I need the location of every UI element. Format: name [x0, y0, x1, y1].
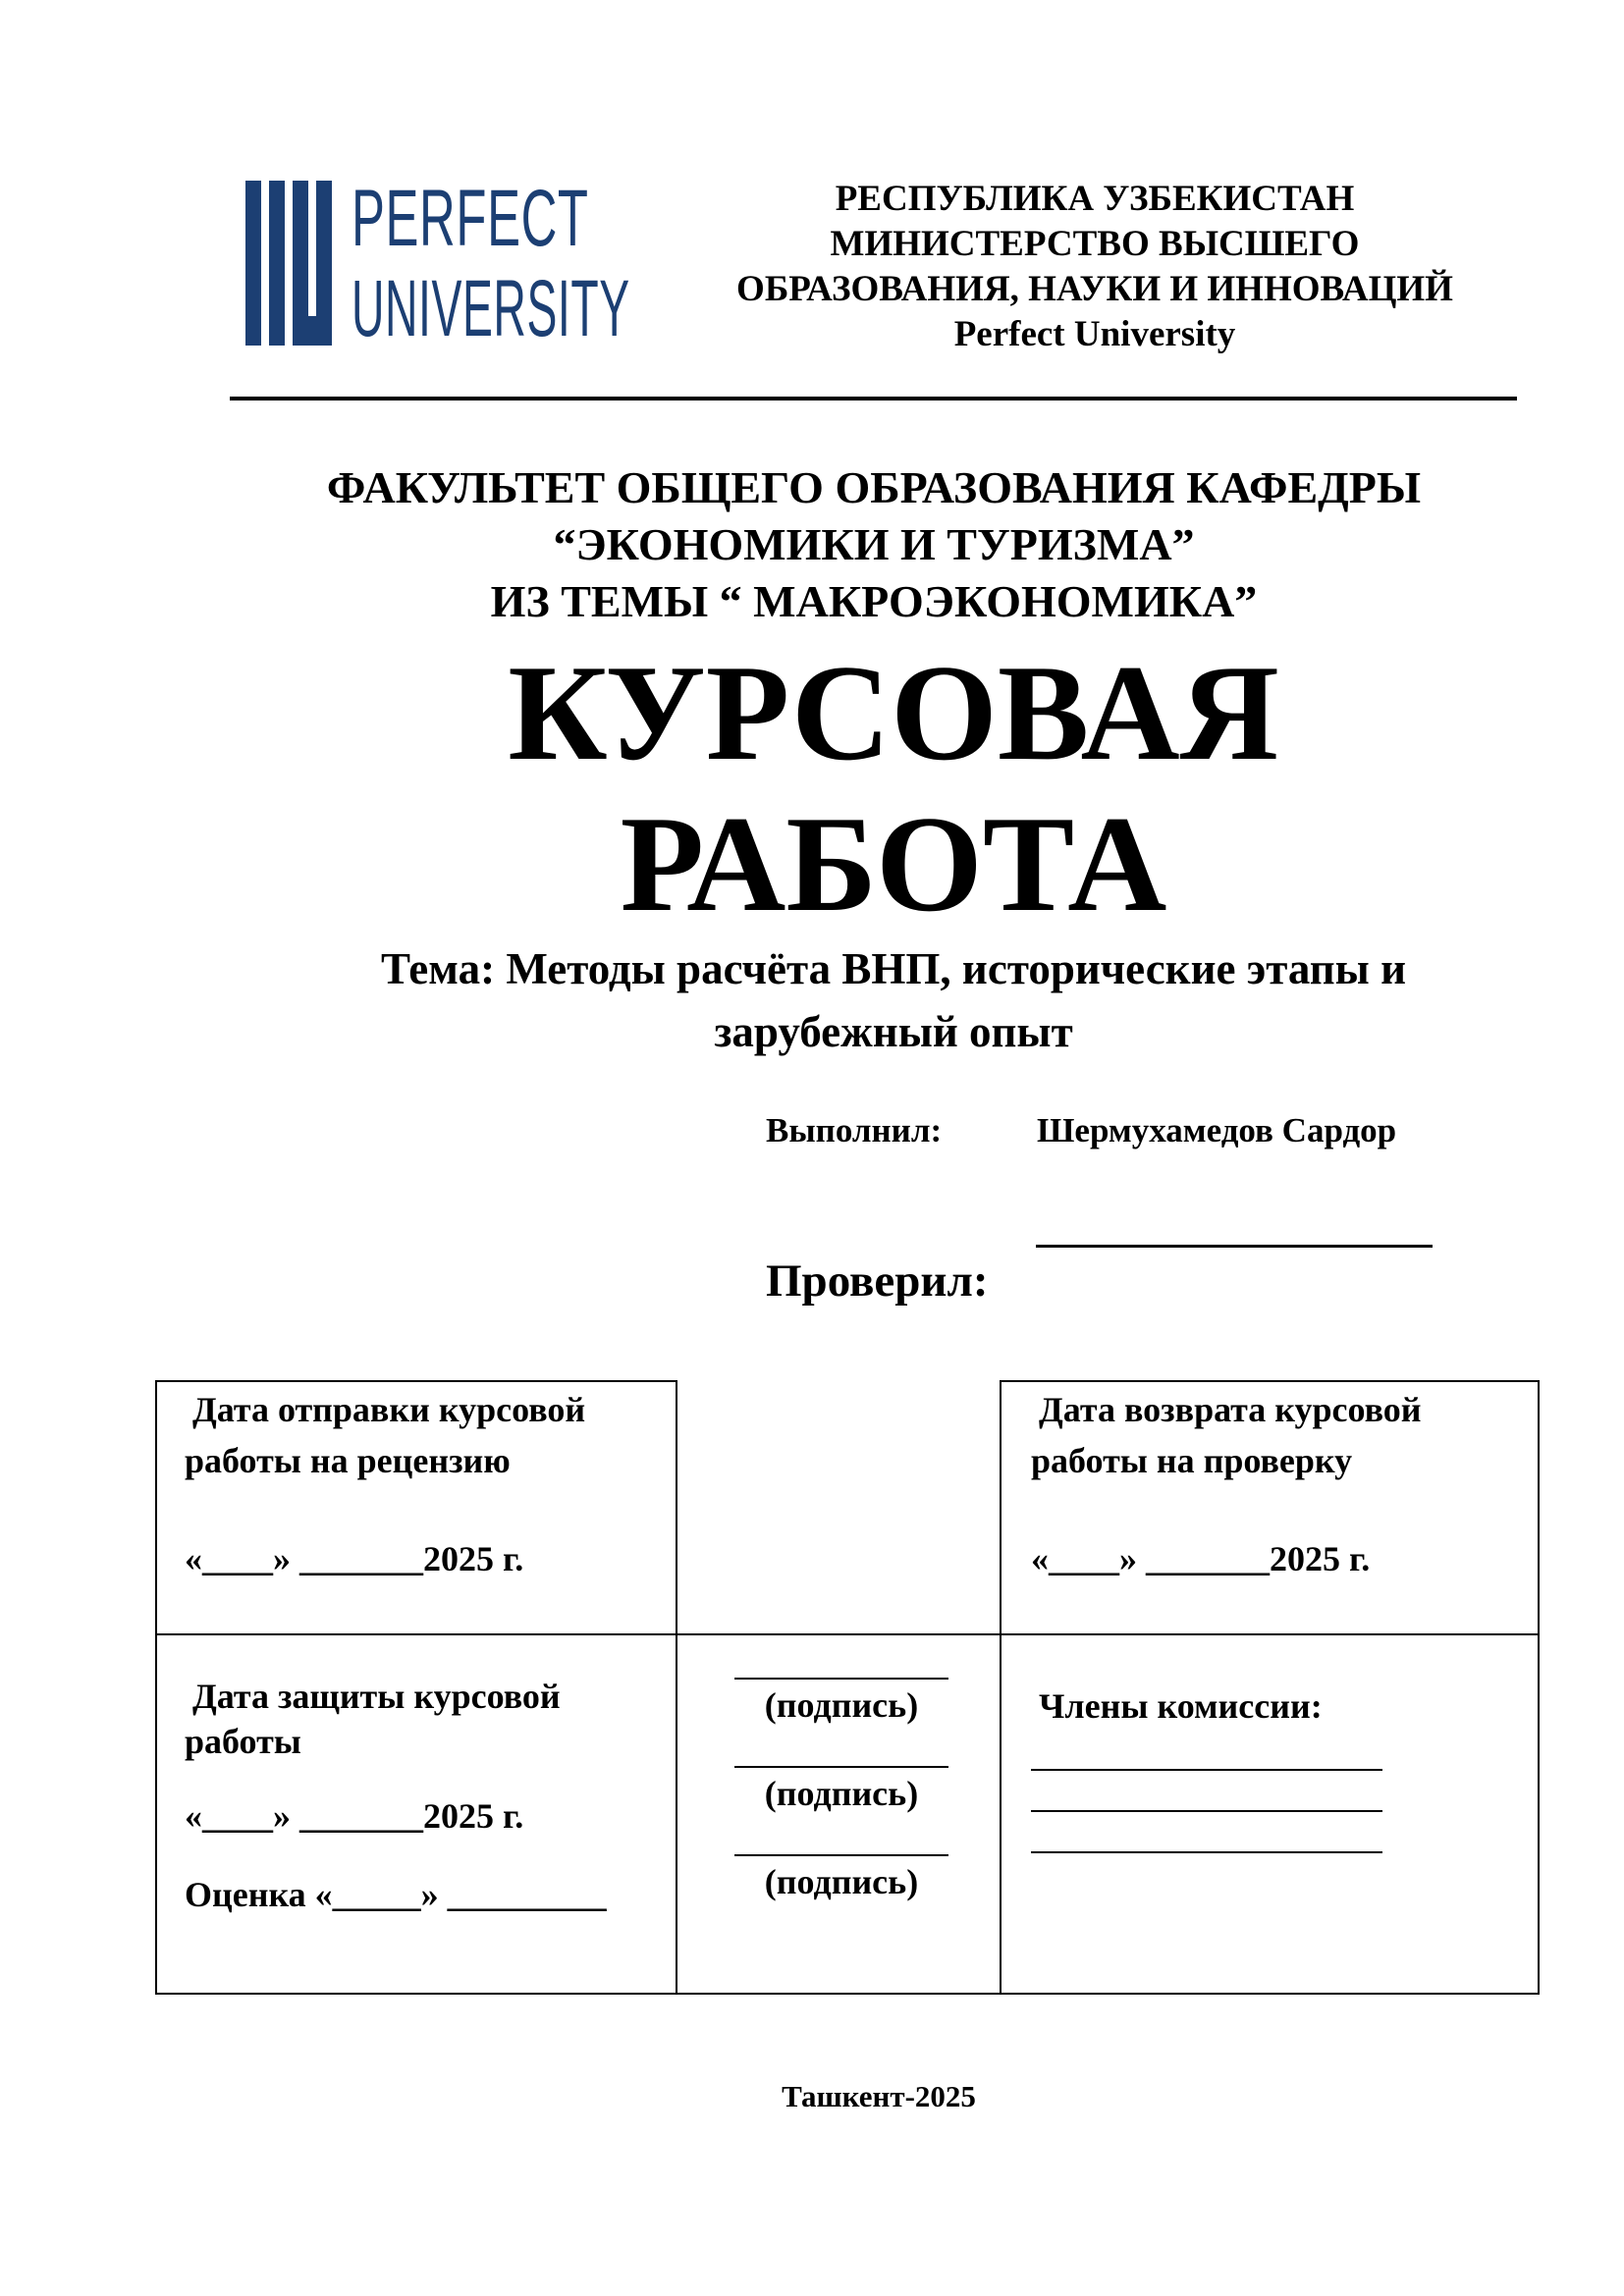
footer-city-year: Ташкент-2025 — [782, 2079, 976, 2113]
defense-date-label-2: работы — [185, 1722, 301, 1761]
university-logo — [245, 174, 658, 353]
return-date-field: «____» _______2025 г. — [1031, 1539, 1371, 1578]
signature-label-3: (подпись) — [764, 1862, 919, 1901]
table-col-divider-1 — [676, 1380, 677, 1995]
defense-grade-field: Оценка «_____» _________ — [185, 1875, 607, 1914]
table-border-left — [155, 1380, 157, 1995]
logo-word-university: UNIVERSITY — [352, 264, 630, 353]
return-date-label-2: работы на проверку — [1031, 1441, 1353, 1480]
submit-date-label-2: работы на рецензию — [185, 1441, 511, 1480]
table-col-divider-2 — [1000, 1380, 1001, 1995]
commission-member-line-2 — [1031, 1810, 1382, 1812]
topic-line1: Тема: Методы расчёта ВНП, исторические этапы и — [380, 944, 1406, 993]
commission-label: Члены комиссии: — [1039, 1686, 1323, 1726]
defense-date-field: «____» _______2025 г. — [185, 1796, 524, 1836]
faculty-block — [118, 459, 1624, 630]
faculty-line3: ИЗ ТЕМЫ “ МАКРОЭКОНОМИКА” — [490, 576, 1258, 626]
logo-word-perfect: PERFECT — [352, 174, 589, 263]
table-border-bottom — [155, 1993, 1540, 1995]
table-border-right — [1538, 1380, 1540, 1995]
document-title — [196, 638, 1591, 940]
title-line2: РАБОТА — [620, 788, 1167, 940]
defense-date-label-1: Дата защиты курсовой — [192, 1677, 561, 1716]
header-country: РЕСПУБЛИКА УЗБЕКИСТАН — [835, 179, 1355, 219]
submit-date-label-1: Дата отправки курсовой — [192, 1390, 586, 1429]
commission-member-line-1 — [1031, 1769, 1382, 1771]
signature-label-2: (подпись) — [764, 1774, 919, 1813]
return-date-label-1: Дата возврата курсовой — [1039, 1390, 1422, 1429]
faculty-line1: ФАКУЛЬТЕТ ОБЩЕГО ОБРАЗОВАНИЯ КАФЕДРЫ — [326, 462, 1422, 512]
performer-name: Шермухамедов Сардор — [1037, 1111, 1397, 1149]
faculty-line2: “ЭКОНОМИКИ И ТУРИЗМА” — [553, 519, 1195, 569]
institution-header — [692, 177, 1497, 357]
table-border-top-left — [155, 1380, 677, 1382]
performer-label: Выполнил: — [766, 1111, 943, 1149]
signature-line-1 — [734, 1678, 948, 1680]
table-row-divider — [155, 1633, 1540, 1635]
checker-label: Проверил: — [766, 1255, 989, 1307]
checker-signature-line — [1036, 1245, 1433, 1248]
commission-member-line-3 — [1031, 1851, 1382, 1853]
header-ministry-line1: МИНИСТЕРСТВО ВЫСШЕГО — [830, 224, 1360, 264]
signature-line-2 — [734, 1766, 948, 1768]
logo-pillars-icon — [245, 179, 344, 347]
title-line1: КУРСОВАЯ — [508, 637, 1279, 789]
table-border-top-right — [1001, 1380, 1540, 1382]
signature-label-1: (подпись) — [764, 1685, 919, 1725]
submit-date-field: «____» _______2025 г. — [185, 1539, 524, 1578]
signature-line-3 — [734, 1854, 948, 1856]
header-divider — [230, 397, 1517, 400]
topic-line2: зарубежный опыт — [714, 1007, 1073, 1056]
review-table — [155, 1380, 1540, 1995]
header-ministry-line2: ОБРАЗОВАНИЯ, НАУКИ И ИННОВАЦИЙ — [736, 269, 1453, 309]
header-university: Perfect University — [953, 314, 1236, 354]
topic-block — [196, 937, 1591, 1063]
